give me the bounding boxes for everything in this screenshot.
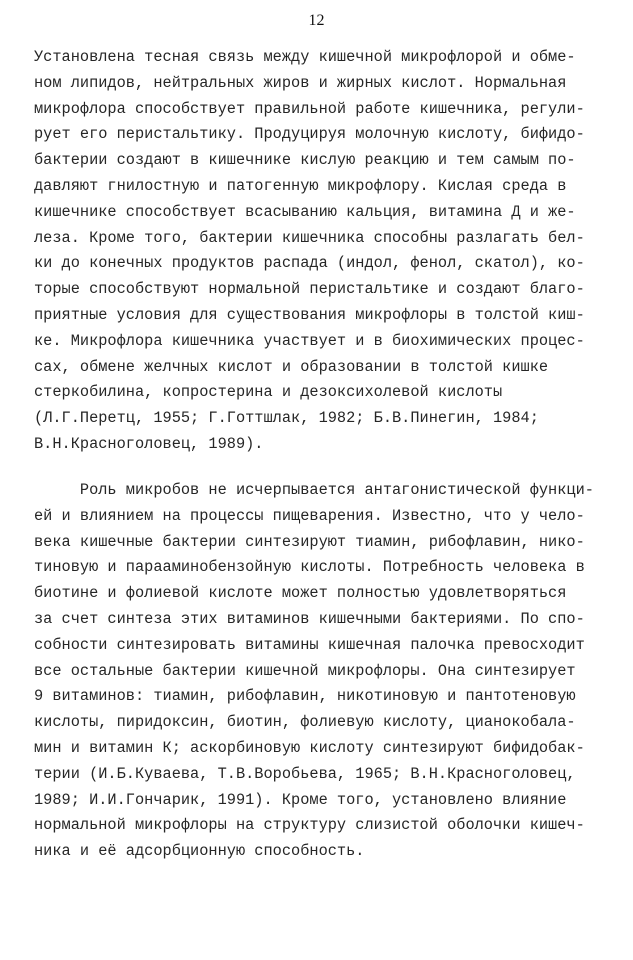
- text-line: за счет синтеза этих витаминов кишечными бактериями. По спо-: [34, 609, 585, 628]
- text-line: нормальной микрофлоры на структуру слизистой оболочки кишеч-: [34, 816, 585, 835]
- text-line: стеркобилина, копростерина и дезоксихолевой кислоты: [34, 383, 503, 402]
- text-line: ей и влиянием на процессы пищеварения. Известно, что у чело-: [34, 506, 585, 525]
- text-line: терии (И.Б.Куваева, Т.В.Воробьева, 1965; В.Н.Красноголовец,: [34, 764, 576, 783]
- text-line: 1989; И.И.Гончарик, 1991). Кроме того, установлено влияние: [34, 790, 567, 809]
- text-line: В.Н.Красноголовец, 1989).: [34, 434, 264, 453]
- paragraph-1: [34, 45, 614, 458]
- text-line: кишечнике способствует всасыванию кальция, витамина Д и же-: [34, 202, 576, 221]
- text-line: бактерии создают в кишечнике кислую реакцию и тем самым по-: [34, 151, 576, 170]
- text-line: приятные условия для существования микрофлоры в толстой киш-: [34, 305, 585, 324]
- text-line: (Л.Г.Перетц, 1955; Г.Готтшлак, 1982; Б.В.Пинегин, 1984;: [34, 409, 539, 428]
- text-line: Установлена тесная связь между кишечной микрофлорой и обме-: [34, 48, 576, 66]
- text-line: торые способствуют нормальной перистальтике и создают благо-: [34, 280, 585, 299]
- text-line: микрофлора способствует правильной работе кишечника, регули-: [34, 99, 585, 118]
- text-line: мин и витамин К; аскорбиновую кислоту синтезируют бифидобак-: [34, 738, 585, 757]
- page-number: 12: [308, 12, 325, 29]
- text-line: века кишечные бактерии синтезируют тиамин, рибофлавин, нико-: [34, 532, 585, 551]
- text-line: собности синтезировать витамины кишечная палочка превосходит: [34, 635, 585, 654]
- text-line: ника и её адсорбционную способность.: [34, 842, 365, 861]
- text-line: все остальные бактерии кишечной микрофлоры. Она синтезирует: [34, 661, 576, 680]
- text-line: сах, обмене желчных кислот и образовании в толстой кишке: [34, 357, 549, 376]
- text-line: леза. Кроме того, бактерии кишечника способны разлагать бел-: [34, 228, 585, 247]
- text-line: тиновую и парааминобензойную кислоты. Потребность человека в: [34, 558, 585, 577]
- text-line: кислоты, пиридоксин, биотин, фолиевую кислоту, цианокобала-: [34, 713, 576, 732]
- paragraph-2: [34, 478, 614, 865]
- text-line: ном липидов, нейтральных жиров и жирных кислот. Нормальная: [34, 73, 567, 92]
- text-line: давляют гнилостную и патогенную микрофлору. Кислая среда в: [34, 176, 567, 195]
- text-line: Роль микробов не исчерпывается антагонистической функци-: [34, 481, 594, 499]
- text-line: 9 витаминов: тиамин, рибофлавин, никотиновую и пантотеновую: [34, 687, 576, 706]
- text-line: биотине и фолиевой кислоте может полностью удовлетворяться: [34, 584, 567, 603]
- text-line: рует его перистальтику. Продуцируя молочную кислоту, бифидо-: [34, 125, 585, 144]
- text-line: ки до конечных продуктов распада (индол, фенол, скатол), ко-: [34, 254, 585, 273]
- text-line: ке. Микрофлора кишечника участвует и в биохимических процес-: [34, 331, 585, 350]
